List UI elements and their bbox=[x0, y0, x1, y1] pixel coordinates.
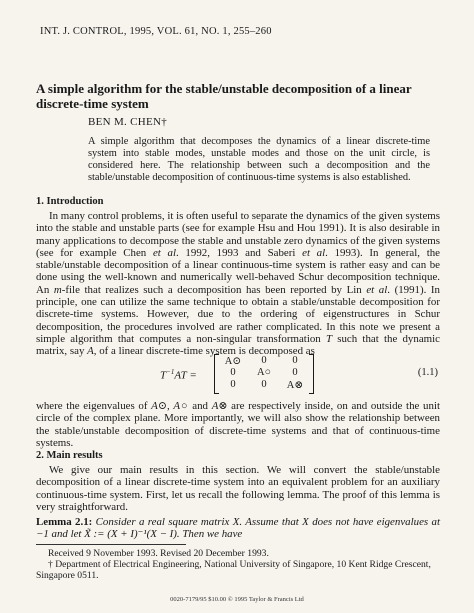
text-run: . 1993). In general, the stable/unstable decomposition of a linear continuous-time system is rather easy and can be done using the well-known and numerically well-behaved Schur decomposition technique. An bbox=[36, 246, 440, 296]
footnote-rule bbox=[36, 544, 186, 545]
matrix-cell: 0 bbox=[292, 355, 298, 366]
intro-paragraph bbox=[36, 210, 440, 358]
matrix-cell: 0 bbox=[292, 367, 298, 378]
text-run: . 1992, 1993 and Saberi bbox=[176, 246, 303, 259]
journal-name: INT. J. CONTROL bbox=[40, 26, 124, 37]
text-run: -file that realizes such a decomposition has been reported by Lin bbox=[61, 283, 367, 296]
text-run-italic: A bbox=[173, 400, 181, 412]
footnotes bbox=[36, 548, 440, 581]
equation-1-1 bbox=[36, 354, 440, 394]
text-run: In many control problems, it is often useful to separate the dynamics of the given systems into the stable and unstable parts (see for example Hsu and Hou 1991). It is also desirable in many applications to decompose the stable and unstable zero dynamics of the given systems (see for example Chen bbox=[36, 210, 440, 259]
text-run-italic: A bbox=[151, 400, 158, 412]
text-run: ⊙, bbox=[157, 400, 174, 412]
eq-symbol: T bbox=[160, 369, 167, 382]
journal-header bbox=[40, 26, 272, 37]
equation-lhs bbox=[160, 368, 197, 382]
matrix-cell: 0 bbox=[230, 379, 236, 390]
text-run: where the eigenvalues of bbox=[36, 400, 152, 412]
received-dates: Received 9 November 1993. Revised 20 December 1993. bbox=[48, 548, 269, 559]
author-name: BEN M. CHEN† bbox=[88, 116, 168, 128]
text-run-italic: et al bbox=[302, 246, 326, 259]
text-run-italic: A bbox=[87, 345, 94, 358]
eigenvalue-paragraph bbox=[36, 400, 440, 449]
copyright-line: 0020-7179/95 $10.00 © 1995 Taylor & Francis Ltd bbox=[170, 596, 304, 603]
text-run: ⊗ are respectively inside, on and outside the unit circle of the complex plane. More importantly, we will also show the relationship between the stable/unstable decomposition of discrete-time systems and that of continuous-time systems. bbox=[36, 400, 441, 449]
text-run-italic: T bbox=[325, 332, 333, 345]
abstract: A simple algorithm that decomposes the dynamics of a linear discrete-time system into stable modes, unstable modes and those on the unit circle, is considered here. The relationship between such a decomposition and the stable/unstable decomposition of continuous-time systems is also established. bbox=[88, 136, 430, 183]
matrix-cell: A⊗ bbox=[286, 380, 304, 391]
paper-title: A simple algorithm for the stable/unstable decomposition of a linear discrete-time system bbox=[36, 81, 412, 111]
text-run-italic: et al bbox=[366, 283, 388, 296]
lemma-2-1 bbox=[36, 516, 440, 541]
section-heading-introduction: 1. Introduction bbox=[36, 196, 104, 207]
text-run-italic: m bbox=[53, 283, 62, 296]
eq-symbol: AT = bbox=[174, 369, 197, 382]
text-run-italic: et al bbox=[152, 246, 176, 259]
section-heading-main-results: 2. Main results bbox=[36, 450, 103, 461]
lemma-label: Lemma 2.1: bbox=[36, 516, 93, 528]
eq-superscript: −1 bbox=[166, 368, 175, 376]
matrix-cell: 0 bbox=[261, 355, 267, 366]
text-run: . (1991). In principle, one can utilize the same technique to obtain a stable/unstable decomposition for discrete-time systems. However, due to the ordering of eigenstructures in Schur decomposition, the procedures involved are rather complicated. In this note we present a simple algorithm that computes a non-singular transformation bbox=[36, 283, 441, 345]
equation-number: (1.1) bbox=[417, 367, 438, 378]
author-affiliation: † Department of Electrical Engineering, National University of Singapore, 10 Kent Ridge Crescent, Singapore 0511. bbox=[36, 559, 431, 581]
main-results-paragraph: We give our main results in this section. We will convert the stable/unstable decomposition of a linear discrete-time system into an equivalent problem for an auxiliary continuous-time system. First, let us recall the following lemma. The proof of this lemma is very straightforward. bbox=[36, 464, 440, 513]
matrix-cell: A○ bbox=[257, 367, 271, 378]
text-run: such that the dynamic matrix, say bbox=[36, 332, 440, 358]
right-bracket bbox=[309, 354, 314, 394]
text-run: ○ and bbox=[180, 400, 212, 412]
text-run: , of a linear discrete-time system is decomposed as bbox=[93, 345, 315, 358]
matrix-cell: A⊙ bbox=[224, 356, 242, 367]
block-diagonal-matrix bbox=[214, 354, 314, 394]
text-run-italic: A bbox=[211, 400, 219, 412]
matrix-cell: 0 bbox=[261, 379, 267, 390]
matrix-cell: 0 bbox=[230, 367, 236, 378]
lemma-statement: Consider a real square matrix X. Assume that X does not have eigenvalues at −1 and let X̃ := (X + I)⁻¹(X − I). Then we have bbox=[36, 516, 440, 541]
journal-volume: , 1995, VOL. 61, NO. 1, 255–260 bbox=[123, 26, 272, 37]
